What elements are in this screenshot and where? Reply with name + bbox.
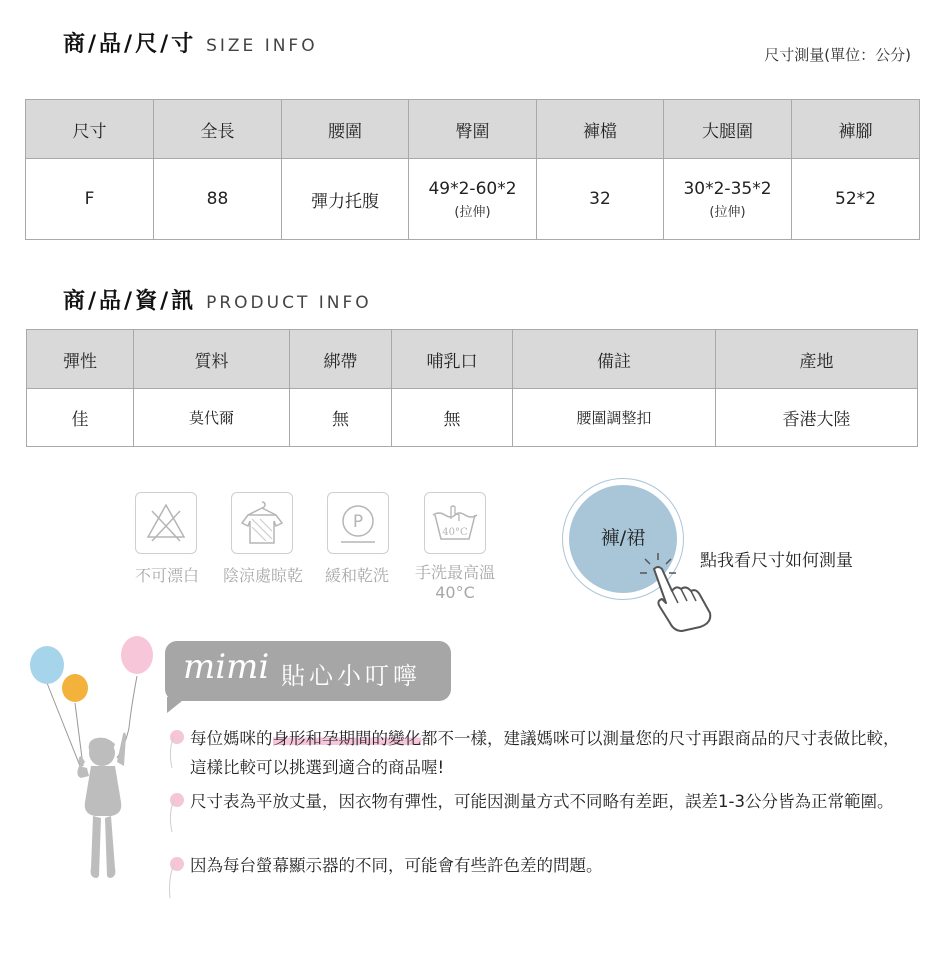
product-header-cell: 質料 — [134, 330, 290, 389]
care-label: 不可漂白 — [134, 566, 199, 585]
nursing-opening-cell: 無 — [392, 389, 513, 447]
size-section-title — [63, 27, 318, 58]
tip-text-part: 每位媽咪的 — [190, 729, 273, 748]
thigh-value: 30*2-35*2 — [683, 178, 772, 199]
tip-text: 尺寸表為平放丈量，因衣物有彈性，可能因測量方式不同略有差距，誤差1-3公分皆為正常範圍。 — [190, 792, 894, 811]
tip-text-part: 都不一樣，建議媽咪可以測量您的尺寸再跟商品的尺寸表做比較，這樣比較可以挑選到適合的商品喔! — [190, 729, 900, 777]
size-header-cell: 尺寸 — [26, 100, 154, 159]
remark-cell: 腰圍調整扣 — [513, 389, 716, 447]
product-table — [26, 329, 918, 447]
bullet-strings-decoration — [164, 736, 176, 901]
rise-cell: 32 — [537, 159, 664, 240]
waist-cell: 彈力托腹 — [282, 159, 409, 240]
elasticity-cell: 佳 — [27, 389, 134, 447]
care-label-line2: 40°C — [435, 583, 475, 602]
measure-circle-label: 褲/裙 — [600, 527, 646, 549]
origin-cell: 香港大陸 — [716, 389, 918, 447]
hip-note: (拉伸) — [454, 204, 491, 220]
balloon-pink — [121, 636, 153, 674]
girl-with-balloons-illustration — [25, 628, 165, 888]
bubble-tail — [165, 697, 189, 715]
hem-cell: 52*2 — [792, 159, 920, 240]
svg-text:P: P — [352, 512, 364, 532]
size-table-row — [26, 159, 920, 240]
tips-title: 貼心小叮嚀 — [281, 662, 421, 690]
product-header-cell: 哺乳口 — [392, 330, 513, 389]
unit-note: 尺寸測量(單位：公分) — [764, 46, 911, 64]
measure-guide-link[interactable]: 點我看尺寸如何測量 — [700, 551, 853, 571]
size-title-text: 商/品/尺/寸 — [63, 32, 197, 57]
care-label-line1: 手洗最高溫 — [414, 563, 495, 582]
product-table-header-row — [27, 330, 918, 389]
length-cell: 88 — [154, 159, 282, 240]
thigh-cell — [664, 159, 792, 240]
size-header-cell: 大腿圍 — [664, 100, 792, 159]
size-header-cell: 臀圍 — [409, 100, 537, 159]
hip-cell — [409, 159, 537, 240]
hip-value: 49*2-60*2 — [428, 178, 517, 199]
product-header-cell: 綁帶 — [290, 330, 392, 389]
strap-cell: 無 — [290, 389, 392, 447]
girl-silhouette — [77, 732, 126, 878]
product-section-title — [63, 284, 372, 315]
size-header-cell: 褲腳 — [792, 100, 920, 159]
size-cell: F — [26, 159, 154, 240]
product-header-cell: 彈性 — [27, 330, 134, 389]
size-header-cell: 全長 — [154, 100, 282, 159]
product-subtitle-text: PRODUCT INFO — [206, 293, 372, 313]
product-header-cell: 備註 — [513, 330, 716, 389]
product-title-text: 商/品/資/訊 — [63, 289, 197, 314]
size-subtitle-text: SIZE INFO — [206, 36, 318, 56]
size-header-cell: 腰圍 — [282, 100, 409, 159]
tips-brand: mimi — [183, 647, 270, 687]
product-header-cell: 產地 — [716, 330, 918, 389]
size-header-cell: 褲檔 — [537, 100, 664, 159]
hand-wash-icon — [424, 492, 486, 554]
material-cell: 莫代爾 — [134, 389, 290, 447]
balloon-orange — [62, 674, 88, 702]
size-table — [25, 99, 920, 240]
size-table-header-row — [26, 100, 920, 159]
gentle-dry-clean-icon — [327, 492, 389, 554]
tip-text: 因為每台螢幕顯示器的不同，可能會有些許色差的問題。 — [190, 856, 603, 875]
tip-text — [190, 724, 910, 782]
no-bleach-icon — [135, 492, 197, 554]
care-label: 緩和乾洗 — [324, 566, 389, 585]
balloon-blue — [30, 646, 64, 684]
care-label: 陰涼處晾乾 — [222, 566, 303, 585]
tips-title-bubble — [165, 641, 451, 701]
tip-highlight: 身形和孕期間的變化 — [272, 729, 421, 748]
hand-wash-temp: 40°C — [442, 527, 468, 538]
thigh-note: (拉伸) — [709, 204, 746, 220]
product-table-row — [27, 389, 918, 447]
care-label — [409, 563, 501, 603]
shade-dry-icon — [231, 492, 293, 554]
